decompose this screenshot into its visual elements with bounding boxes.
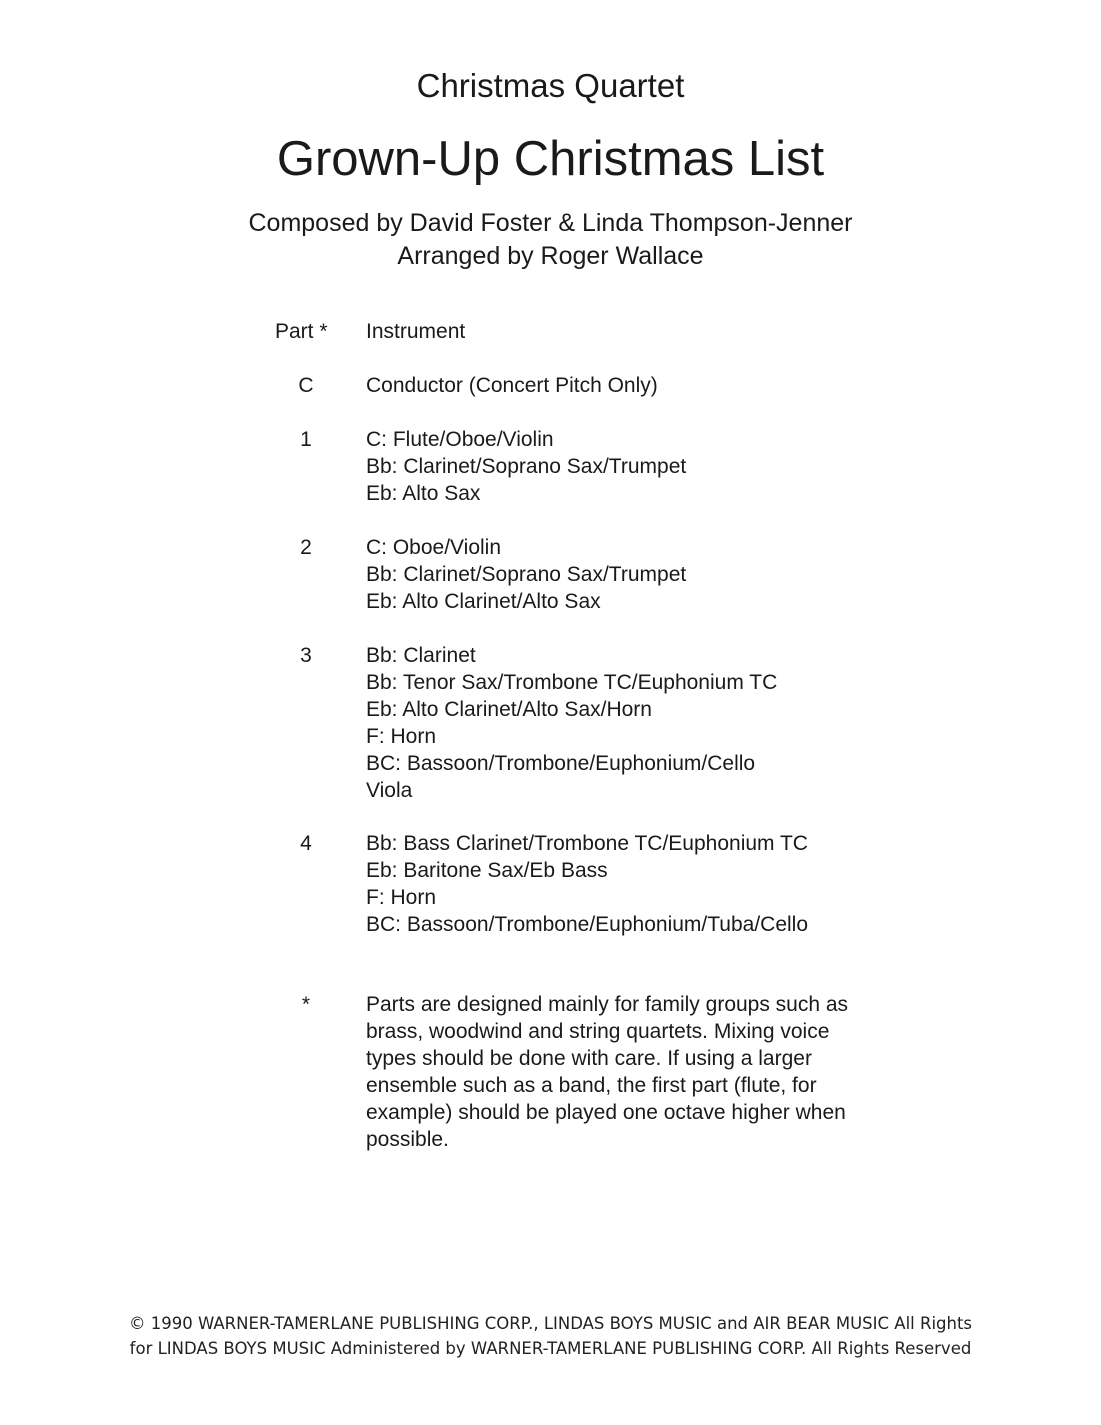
instrument-item: Bb: Clarinet	[366, 644, 476, 667]
composer-credit: Composed by David Foster & Linda Thompson-Jenner	[248, 209, 853, 237]
part-number: 3	[300, 644, 312, 667]
instrument-item: BC: Bassoon/Trombone/Euphonium/Tuba/Cello	[366, 913, 809, 936]
footnote-line: example) should be played one octave higher when	[366, 1101, 846, 1124]
instrument-item: F: Horn	[366, 725, 437, 748]
instrument-list	[366, 830, 906, 938]
copyright-line-1: © 1990 WARNER-TAMERLANE PUBLISHING CORP., LINDAS BOYS MUSIC and AIR BEAR MUSIC All Rights	[128, 1314, 973, 1333]
instrument-item: Bb: Clarinet/Soprano Sax/Trumpet	[366, 563, 687, 586]
instrument-item: Eb: Baritone Sax/Eb Bass	[366, 859, 608, 882]
part-number: 1	[300, 428, 312, 451]
footnote-line: possible.	[366, 1128, 449, 1151]
instrument-item: Bb: Clarinet/Soprano Sax/Trumpet	[366, 455, 687, 478]
instrument-item: C: Oboe/Violin	[366, 536, 502, 559]
instrument-item: Eb: Alto Clarinet/Alto Sax/Horn	[366, 698, 652, 721]
footnote-line: Parts are designed mainly for family groups such as	[366, 993, 849, 1016]
footnote-line: types should be done with care. If using a larger	[366, 1047, 812, 1070]
arranger-credit: Arranged by Roger Wallace	[397, 242, 704, 270]
instrument-list	[366, 642, 906, 804]
instrument-item: C: Flute/Oboe/Violin	[366, 428, 554, 451]
instrument-item: Bb: Tenor Sax/Trombone TC/Euphonium TC	[366, 671, 778, 694]
footnote-text	[366, 991, 906, 1153]
instrument-item: Eb: Alto Sax	[366, 482, 481, 505]
part-number: 2	[300, 536, 312, 559]
instrument-item: Viola	[366, 779, 413, 802]
instrument-item: F: Horn	[366, 886, 437, 909]
instrument-item: Conductor (Concert Pitch Only)	[366, 374, 658, 397]
instrument-item: BC: Bassoon/Trombone/Euphonium/Cello	[366, 752, 756, 775]
part-column-header: Part *	[275, 320, 328, 343]
instrument-list	[366, 372, 906, 399]
series-title: Christmas Quartet	[416, 67, 685, 104]
song-title: Grown-Up Christmas List	[276, 132, 825, 186]
copyright-line-2: for LINDAS BOYS MUSIC Administered by WARNER-TAMERLANE PUBLISHING CORP. All Rights Reserved	[129, 1339, 972, 1358]
instrument-column-header: Instrument	[366, 320, 466, 343]
instrument-item: Bb: Bass Clarinet/Trombone TC/Euphonium TC	[366, 832, 808, 855]
footnote-marker: *	[301, 993, 311, 1016]
part-number: 4	[300, 832, 312, 855]
instrument-list	[366, 534, 906, 615]
footnote-line: ensemble such as a band, the first part (flute, for	[366, 1074, 817, 1097]
instrument-item: Eb: Alto Clarinet/Alto Sax	[366, 590, 601, 613]
instrument-list	[366, 426, 906, 507]
footnote-line: brass, woodwind and string quartets. Mixing voice	[366, 1020, 830, 1043]
part-number: C	[298, 374, 314, 397]
